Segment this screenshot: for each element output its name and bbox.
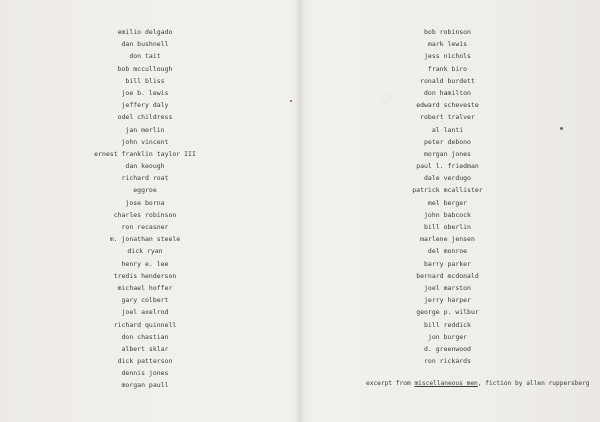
name-entry: robert tralver (420, 113, 475, 122)
name-entry: joe b. lewis (121, 88, 169, 97)
name-entry: al lanti (431, 125, 464, 134)
name-entry: peter debono (424, 137, 471, 146)
name-entry: m. jonathan steele (109, 235, 181, 244)
name-entry: mark lewis (427, 40, 468, 49)
name-entry: jose borna (125, 198, 165, 207)
name-entry: paul l. friedman (416, 162, 479, 171)
name-entry: jeffery daly (121, 101, 169, 110)
name-entry: morgan paull (121, 381, 169, 390)
name-entry: mel berger (427, 198, 468, 207)
name-entry: charles robinson (113, 210, 177, 219)
name-entry: marlene jensen (420, 235, 475, 244)
name-entry: emilio delgado (117, 28, 173, 36)
name-entry: don hamilton (424, 88, 471, 97)
name-entry: richard quinnell (113, 320, 177, 329)
name-entry: jon burger (427, 332, 468, 341)
paper-speck (290, 100, 292, 102)
name-entry: ron recasner (121, 223, 169, 231)
name-entry: bill reddick (424, 320, 471, 329)
name-entry: albert sklar (121, 344, 169, 353)
right-page (300, 0, 600, 422)
name-entry: dick patterson (117, 357, 173, 366)
name-entry: michael hoffer (117, 283, 173, 292)
excerpt-credit (366, 380, 590, 387)
name-entry: ronald burdett (420, 76, 475, 85)
name-entry: gary colbert (121, 296, 169, 305)
name-entry: ernest franklin taylor III (94, 149, 196, 158)
name-entry: morgan jones (424, 149, 471, 158)
excerpt-suffix: , fiction by allen ruppersberg (477, 380, 590, 387)
name-entry: jan merlin (125, 125, 165, 134)
name-entry: frank biro (427, 64, 468, 73)
name-entry: dale verdugo (424, 174, 471, 183)
right-name-list (300, 26, 600, 367)
name-entry: don chastian (121, 332, 169, 341)
name-entry: d. greenwood (424, 344, 471, 353)
name-entry: joel axelrod (121, 308, 169, 317)
name-entry: tredis henderson (113, 271, 177, 280)
name-entry: ron rickards (424, 357, 471, 366)
name-entry: bill bliss (125, 76, 165, 85)
name-entry: bob mccullough (117, 64, 173, 73)
name-entry: dan bushnell (121, 40, 169, 49)
name-entry: jerry harper (424, 296, 471, 305)
name-entry: odel childress (117, 113, 173, 122)
name-entry: jess nichols (424, 52, 471, 61)
name-entry: dick ryan (127, 247, 163, 256)
name-entry: edward scheveste (416, 101, 479, 110)
paper-speck (560, 127, 563, 130)
name-entry: henry e. lee (121, 259, 169, 268)
name-entry: bill oberlin (424, 223, 471, 231)
excerpt-title: miscellaneous men (414, 380, 478, 387)
name-entry: patrick mcallister (412, 186, 483, 195)
left-name-list (0, 26, 300, 392)
name-entry: john vincent (121, 137, 169, 146)
show-through-mark: ◌ (380, 90, 391, 104)
name-entry: dan keough (125, 162, 165, 171)
name-entry: bob robinson (424, 28, 471, 36)
name-entry: dennis jones (121, 369, 169, 378)
name-entry: barry parker (424, 259, 471, 268)
name-entry: john babcock (424, 210, 471, 219)
name-entry: del monroe (427, 247, 468, 256)
name-entry: don tait (129, 52, 161, 61)
name-entry: eggroe (133, 186, 157, 195)
name-entry: richard roat (121, 174, 169, 183)
name-entry: george p. wilbur (416, 308, 479, 317)
name-entry: joel marston (424, 283, 471, 292)
name-entry: bernard mcdonald (416, 271, 479, 280)
excerpt-prefix: excerpt from (366, 380, 415, 387)
